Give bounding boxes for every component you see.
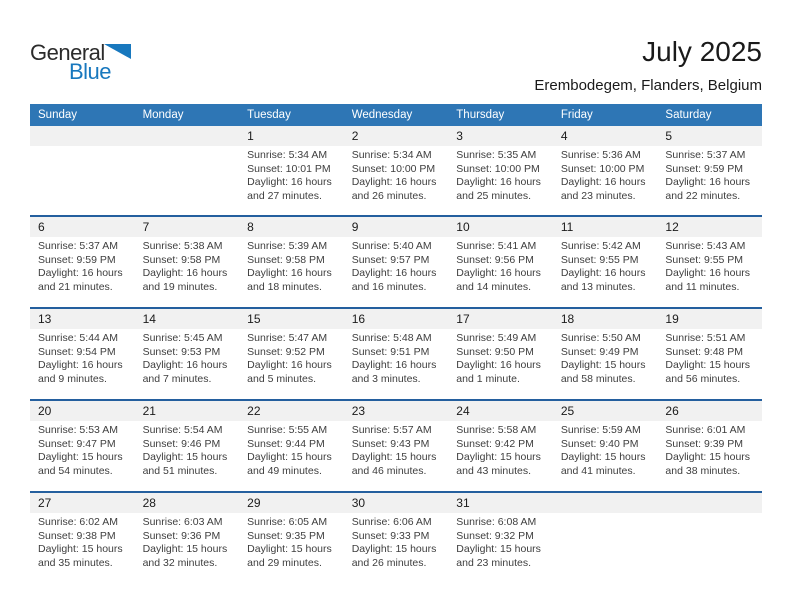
weekday-header-row [30, 104, 762, 126]
day-number: 28 [135, 493, 240, 513]
day-cell-21 [135, 401, 240, 491]
day-cell-2 [344, 126, 449, 215]
logo-triangle-icon [104, 44, 131, 59]
day-cell-empty [30, 126, 135, 215]
day-cell-15 [239, 309, 344, 399]
day-number: 14 [135, 309, 240, 329]
day-cell-30 [344, 493, 449, 583]
day-number: 24 [448, 401, 553, 421]
sunset-text: Sunset: 9:58 PM [247, 253, 325, 266]
sunset-text: Sunset: 9:42 PM [456, 437, 534, 450]
location-subtitle: Erembodegem, Flanders, Belgium [534, 77, 762, 94]
logo-text-general: General [30, 40, 105, 65]
sunset-text: Sunset: 9:50 PM [456, 345, 534, 358]
day-number: 16 [344, 309, 449, 329]
daylight-text: Daylight: 15 hours and 38 minutes. [665, 451, 751, 477]
daylight-text: Daylight: 15 hours and 41 minutes. [560, 451, 646, 477]
weekday-header-saturday: Saturday [665, 109, 712, 121]
day-cell-19 [657, 309, 762, 399]
day-number: 17 [448, 309, 553, 329]
day-number: 12 [657, 217, 762, 237]
weekday-header-sunday: Sunday [38, 109, 78, 121]
day-cell-9 [344, 217, 449, 307]
sunrise-text: Sunrise: 5:59 AM [560, 424, 641, 436]
sunrise-text: Sunrise: 6:08 AM [456, 516, 537, 528]
day-number: 4 [553, 126, 658, 146]
sunrise-text: Sunrise: 6:05 AM [247, 516, 328, 528]
daylight-text: Daylight: 15 hours and 58 minutes. [560, 359, 646, 385]
daylight-text: Daylight: 15 hours and 23 minutes. [456, 543, 541, 569]
daylight-text: Daylight: 15 hours and 56 minutes. [665, 359, 751, 385]
daylight-text: Daylight: 15 hours and 51 minutes. [142, 451, 228, 477]
day-number: 15 [239, 309, 344, 329]
sunrise-text: Sunrise: 5:45 AM [142, 332, 223, 344]
daylight-text: Daylight: 16 hours and 23 minutes. [560, 176, 646, 202]
sunset-text: Sunset: 9:58 PM [142, 253, 221, 266]
day-cell-17 [448, 309, 553, 399]
sunrise-text: Sunrise: 5:54 AM [142, 424, 223, 436]
daylight-text: Daylight: 15 hours and 49 minutes. [247, 451, 332, 477]
week-row-4 [30, 399, 762, 491]
weekday-header-tuesday: Tuesday [247, 109, 291, 121]
sunset-text: Sunset: 9:47 PM [38, 437, 116, 450]
day-number: 23 [344, 401, 449, 421]
daylight-text: Daylight: 16 hours and 26 minutes. [351, 176, 437, 202]
week-row-2 [30, 215, 762, 307]
sunrise-text: Sunrise: 5:34 AM [351, 149, 432, 161]
day-number: 7 [135, 217, 240, 237]
sunset-text: Sunset: 9:35 PM [247, 529, 325, 542]
daylight-text: Daylight: 16 hours and 25 minutes. [456, 176, 541, 202]
day-cell-25 [553, 401, 658, 491]
week-row-1 [30, 126, 762, 215]
sunset-text: Sunset: 9:39 PM [665, 437, 744, 450]
day-number: 6 [30, 217, 135, 237]
sunrise-text: Sunrise: 5:58 AM [456, 424, 537, 436]
sunrise-text: Sunrise: 6:03 AM [142, 516, 223, 528]
day-cell-8 [239, 217, 344, 307]
day-cell-5 [657, 126, 762, 215]
daylight-text: Daylight: 16 hours and 7 minutes. [142, 359, 228, 385]
day-number: 26 [657, 401, 762, 421]
sunrise-text: Sunrise: 5:42 AM [560, 240, 641, 252]
day-cell-14 [135, 309, 240, 399]
day-number: 30 [344, 493, 449, 513]
daylight-text: Daylight: 15 hours and 32 minutes. [142, 543, 228, 569]
day-cell-10 [448, 217, 553, 307]
sunrise-text: Sunrise: 5:51 AM [665, 332, 746, 344]
sunset-text: Sunset: 9:40 PM [560, 437, 639, 450]
day-cell-16 [344, 309, 449, 399]
sunset-text: Sunset: 10:01 PM [247, 162, 331, 175]
daylight-text: Daylight: 16 hours and 18 minutes. [247, 267, 332, 293]
daylight-text: Daylight: 16 hours and 27 minutes. [247, 176, 332, 202]
day-cell-13 [30, 309, 135, 399]
day-number: 1 [239, 126, 344, 146]
daylight-text: Daylight: 16 hours and 14 minutes. [456, 267, 541, 293]
day-number: 22 [239, 401, 344, 421]
sunset-text: Sunset: 9:52 PM [247, 345, 325, 358]
sunrise-text: Sunrise: 5:37 AM [665, 149, 746, 161]
day-cell-27 [30, 493, 135, 583]
day-number: 8 [239, 217, 344, 237]
sunrise-text: Sunrise: 6:06 AM [351, 516, 432, 528]
day-number: 25 [553, 401, 658, 421]
sunset-text: Sunset: 9:43 PM [351, 437, 430, 450]
day-number: 13 [30, 309, 135, 329]
weekday-header-thursday: Thursday [456, 109, 505, 121]
day-cell-4 [553, 126, 658, 215]
daylight-text: Daylight: 16 hours and 9 minutes. [38, 359, 123, 385]
daylight-text: Daylight: 15 hours and 26 minutes. [351, 543, 437, 569]
sunrise-text: Sunrise: 5:48 AM [351, 332, 432, 344]
sunset-text: Sunset: 9:59 PM [38, 253, 116, 266]
daylight-text: Daylight: 16 hours and 3 minutes. [351, 359, 437, 385]
sunrise-text: Sunrise: 5:38 AM [142, 240, 223, 252]
daylight-text: Daylight: 15 hours and 29 minutes. [247, 543, 332, 569]
sunset-text: Sunset: 9:55 PM [665, 253, 744, 266]
sunrise-text: Sunrise: 5:47 AM [247, 332, 328, 344]
day-number: 18 [553, 309, 658, 329]
sunrise-text: Sunrise: 5:39 AM [247, 240, 328, 252]
day-number [30, 126, 135, 146]
sunset-text: Sunset: 9:33 PM [351, 529, 430, 542]
day-cell-31 [448, 493, 553, 583]
sunset-text: Sunset: 9:53 PM [142, 345, 221, 358]
sunrise-text: Sunrise: 5:35 AM [456, 149, 537, 161]
sunset-text: Sunset: 9:44 PM [247, 437, 325, 450]
sunset-text: Sunset: 9:59 PM [665, 162, 744, 175]
day-cell-20 [30, 401, 135, 491]
sunrise-text: Sunrise: 6:02 AM [38, 516, 118, 528]
daylight-text: Daylight: 15 hours and 54 minutes. [38, 451, 123, 477]
day-number: 9 [344, 217, 449, 237]
page-title: July 2025 [642, 36, 762, 67]
day-cell-22 [239, 401, 344, 491]
calendar-grid [30, 104, 762, 583]
day-cell-empty [657, 493, 762, 583]
day-cell-12 [657, 217, 762, 307]
sunrise-text: Sunrise: 5:57 AM [351, 424, 432, 436]
sunset-text: Sunset: 9:38 PM [38, 529, 116, 542]
sunrise-text: Sunrise: 5:49 AM [456, 332, 537, 344]
daylight-text: Daylight: 15 hours and 43 minutes. [456, 451, 541, 477]
day-number [553, 493, 658, 513]
sunset-text: Sunset: 9:49 PM [560, 345, 639, 358]
logo-text-blue: Blue [69, 59, 112, 84]
weekday-header-monday: Monday [142, 109, 184, 121]
sunrise-text: Sunrise: 5:34 AM [247, 149, 328, 161]
day-cell-18 [553, 309, 658, 399]
day-cell-empty [553, 493, 658, 583]
day-cell-28 [135, 493, 240, 583]
sunset-text: Sunset: 9:57 PM [351, 253, 430, 266]
day-number: 2 [344, 126, 449, 146]
sunset-text: Sunset: 9:56 PM [456, 253, 534, 266]
sunset-text: Sunset: 9:48 PM [665, 345, 744, 358]
sunrise-text: Sunrise: 5:53 AM [38, 424, 118, 436]
day-cell-11 [553, 217, 658, 307]
day-cell-empty [135, 126, 240, 215]
day-cell-7 [135, 217, 240, 307]
sunset-text: Sunset: 9:36 PM [142, 529, 221, 542]
weekday-header-wednesday: Wednesday [351, 109, 413, 121]
sunset-text: Sunset: 9:55 PM [560, 253, 639, 266]
sunset-text: Sunset: 9:32 PM [456, 529, 534, 542]
sunrise-text: Sunrise: 5:40 AM [351, 240, 432, 252]
day-number: 11 [553, 217, 658, 237]
sunset-text: Sunset: 10:00 PM [351, 162, 436, 175]
daylight-text: Daylight: 16 hours and 13 minutes. [560, 267, 646, 293]
day-number: 5 [657, 126, 762, 146]
daylight-text: Daylight: 16 hours and 1 minute. [456, 359, 541, 385]
day-cell-24 [448, 401, 553, 491]
day-number: 21 [135, 401, 240, 421]
sunset-text: Sunset: 9:54 PM [38, 345, 116, 358]
day-cell-1 [239, 126, 344, 215]
sunrise-text: Sunrise: 5:50 AM [560, 332, 641, 344]
sunrise-text: Sunrise: 5:43 AM [665, 240, 746, 252]
weekday-header-friday: Friday [560, 109, 593, 121]
day-cell-26 [657, 401, 762, 491]
daylight-text: Daylight: 16 hours and 19 minutes. [142, 267, 228, 293]
daylight-text: Daylight: 15 hours and 46 minutes. [351, 451, 437, 477]
sunset-text: Sunset: 10:00 PM [456, 162, 540, 175]
day-number: 20 [30, 401, 135, 421]
sunset-text: Sunset: 9:51 PM [351, 345, 430, 358]
day-number: 3 [448, 126, 553, 146]
daylight-text: Daylight: 15 hours and 35 minutes. [38, 543, 123, 569]
daylight-text: Daylight: 16 hours and 11 minutes. [665, 267, 751, 293]
sunrise-text: Sunrise: 6:01 AM [665, 424, 746, 436]
week-row-5 [30, 491, 762, 583]
day-cell-6 [30, 217, 135, 307]
day-cell-29 [239, 493, 344, 583]
day-number: 29 [239, 493, 344, 513]
daylight-text: Daylight: 16 hours and 16 minutes. [351, 267, 437, 293]
sunset-text: Sunset: 9:46 PM [142, 437, 221, 450]
sunset-text: Sunset: 10:00 PM [560, 162, 645, 175]
sunrise-text: Sunrise: 5:41 AM [456, 240, 537, 252]
general-blue-logo [30, 40, 170, 88]
sunrise-text: Sunrise: 5:44 AM [38, 332, 118, 344]
day-number: 19 [657, 309, 762, 329]
day-number: 31 [448, 493, 553, 513]
sunrise-text: Sunrise: 5:36 AM [560, 149, 641, 161]
day-number [657, 493, 762, 513]
day-cell-3 [448, 126, 553, 215]
daylight-text: Daylight: 16 hours and 22 minutes. [665, 176, 751, 202]
day-number [135, 126, 240, 146]
day-number: 27 [30, 493, 135, 513]
day-cell-23 [344, 401, 449, 491]
day-number: 10 [448, 217, 553, 237]
sunrise-text: Sunrise: 5:37 AM [38, 240, 118, 252]
daylight-text: Daylight: 16 hours and 5 minutes. [247, 359, 332, 385]
daylight-text: Daylight: 16 hours and 21 minutes. [38, 267, 123, 293]
sunrise-text: Sunrise: 5:55 AM [247, 424, 328, 436]
week-row-3 [30, 307, 762, 399]
